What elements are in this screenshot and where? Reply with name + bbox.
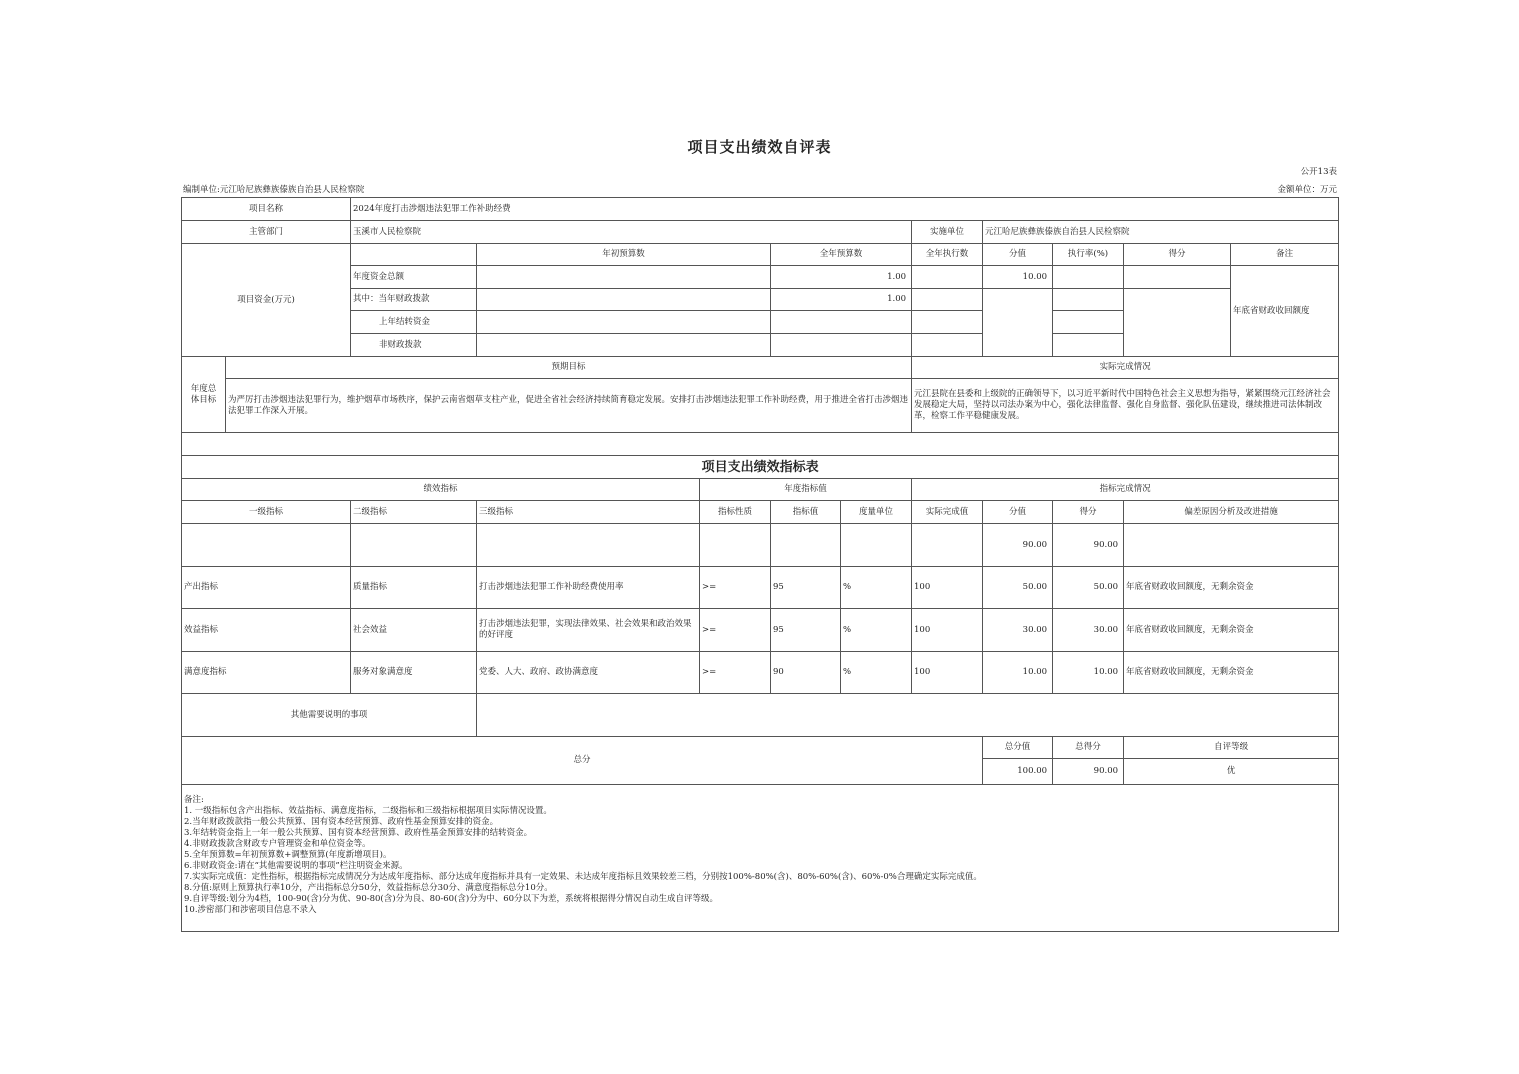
column-header: 一级指标 (182, 501, 351, 524)
funds-full-budget: 1.00 (771, 266, 912, 289)
funds-label: 项目资金(万元) (182, 244, 351, 357)
level3-indicator: 党委、人大、政府、政协满意度 (477, 652, 700, 694)
indicator-unit: % (841, 609, 912, 652)
goal-header-row (182, 357, 1339, 379)
column-header: 得分 (1053, 501, 1124, 524)
funds-header-row (182, 244, 1339, 266)
column-header: 指标值 (771, 501, 841, 524)
group-header: 年度指标值 (700, 479, 912, 501)
indicator-value: 90 (771, 652, 841, 694)
actual-value: 100 (912, 567, 983, 609)
indicator-nature: >= (700, 609, 771, 652)
level2-indicator: 社会效益 (351, 609, 477, 652)
note-line: 10.涉密部门和涉密项目信息不录入 (184, 905, 317, 915)
group-header: 指标完成情况 (912, 479, 1339, 501)
actual-value: 100 (912, 652, 983, 694)
total-got-label: 总得分 (1053, 737, 1124, 759)
funds-row (182, 289, 1339, 311)
page-title: 项目支出绩效自评表 (687, 138, 832, 156)
notes-row (182, 785, 1339, 932)
unit-label: 金额单位：万元 (1277, 185, 1337, 195)
deviation-reason: 年底省财政收回额度，无剩余资金 (1124, 609, 1339, 652)
table-row (182, 609, 1339, 652)
funds-header: 全年执行数 (912, 244, 983, 266)
deviation-reason: 年底省财政收回额度，无剩余资金 (1124, 652, 1339, 694)
indicator-nature: >= (700, 652, 771, 694)
notes-block (182, 785, 1339, 932)
indicator-unit: % (841, 567, 912, 609)
dept-value: 玉溪市人民检察院 (351, 221, 912, 244)
evaluation-table (181, 197, 1339, 932)
indicator-table-title: 项目支出绩效指标表 (182, 456, 1339, 479)
expected-goal-text: 为严厉打击涉烟违法犯罪行为，维护烟草市场秩序，保护云南省烟草支柱产业，促进全省社会经济持续简育稳定发展。安排打击涉烟违法犯罪工作补助经费，用于推进全省打击涉烟违法犯罪工作深入开展。 (226, 379, 912, 433)
indicator-nature: >= (700, 567, 771, 609)
indicator-score: 50.00 (983, 567, 1053, 609)
funds-remark: 年底省财政收回额度 (1231, 266, 1339, 357)
goal-content-row (182, 379, 1339, 433)
note-line: 9.自评等级:划分为4档，100-90(含)分为优、90-80(含)分为良、80-60(含)分为中、60分以下为差，系统将根据得分情况自动生成自评等级。 (184, 894, 719, 904)
total-got: 90.00 (1053, 524, 1124, 567)
indicator-score: 10.00 (983, 652, 1053, 694)
grade-value: 优 (1124, 759, 1339, 785)
impl-value: 元江哈尼族彝族傣族自治县人民检察院 (983, 221, 1339, 244)
indicator-header-row (182, 501, 1339, 524)
total-got-value: 90.00 (1053, 759, 1124, 785)
funds-row-label: 其中：当年财政拨款 (351, 289, 477, 311)
other-notes-label: 其他需要说明的事项 (182, 694, 477, 737)
impl-label: 实施单位 (912, 221, 983, 244)
funds-score: 10.00 (983, 266, 1053, 289)
project-name-label: 项目名称 (182, 198, 351, 221)
indicator-title-row (182, 456, 1339, 479)
total-label: 总分 (182, 737, 983, 785)
indicator-got: 30.00 (1053, 609, 1124, 652)
note-line: 5.全年预算数=年初预算数+调整预算(年度新增项目)。 (184, 850, 392, 860)
note-line: 2.当年财政拨款指一般公共预算、国有资本经营预算、政府性基金预算安排的资金。 (184, 817, 499, 827)
org-label: 编制单位:元江哈尼族彝族傣族自治县人民检察院 (183, 185, 365, 195)
note-line: 3.年结转资金指上一年一般公共预算、国有资本经营预算、政府性基金预算安排的结转资金。 (184, 828, 533, 838)
indicator-value: 95 (771, 609, 841, 652)
column-header: 度量单位 (841, 501, 912, 524)
indicator-got: 50.00 (1053, 567, 1124, 609)
indicator-group-header-row (182, 479, 1339, 501)
note-line: 备注: (184, 795, 204, 805)
funds-header: 执行率(%) (1053, 244, 1124, 266)
indicator-value: 95 (771, 567, 841, 609)
form-number: 公开13表 (1300, 167, 1337, 177)
funds-row-label: 年度资金总额 (351, 266, 477, 289)
actual-completion-label: 实际完成情况 (912, 357, 1339, 379)
indicator-score: 30.00 (983, 609, 1053, 652)
funds-row-label: 非财政拨款 (351, 334, 477, 357)
table-row (182, 652, 1339, 694)
dept-row (182, 221, 1339, 244)
note-line: 4.非财政拨款含财政专户管理资金和单位资金等。 (184, 839, 371, 849)
total-score: 90.00 (983, 524, 1053, 567)
column-header: 分值 (983, 501, 1053, 524)
other-notes-row (182, 694, 1339, 737)
actual-value: 100 (912, 609, 983, 652)
level2-indicator: 服务对象满意度 (351, 652, 477, 694)
level1-indicator: 满意度指标 (182, 652, 351, 694)
expected-goal-label: 预期目标 (226, 357, 912, 379)
note-line: 1. 一级指标包含产出指标、效益指标、满意度指标，二级指标和三级指标根据项目实际情况设置。 (184, 806, 552, 816)
level3-indicator: 打击涉烟违法犯罪，实现法律效果、社会效果和政治效果的好评度 (477, 609, 700, 652)
dept-label: 主管部门 (182, 221, 351, 244)
indicator-total-row (182, 524, 1339, 567)
table-row (182, 567, 1339, 609)
note-line: 6.非财政资金:请在“其他需要说明的事项”栏注明资金来源。 (184, 861, 408, 871)
level1-indicator: 产出指标 (182, 567, 351, 609)
column-header: 偏差原因分析及改进措施 (1124, 501, 1339, 524)
funds-row (182, 266, 1339, 289)
note-line: 7.实实际完成值：定性指标，根据指标完成情况分为达成年度指标、部分达成年度指标并具有一定效果、未达成年度指标且效果较差三档，分别按100%-80%(含)、80%-60%(含)、60%-0%合理确定实际完成值。 (184, 872, 982, 882)
level2-indicator: 质量指标 (351, 567, 477, 609)
deviation-reason: 年底省财政收回额度，无剩余资金 (1124, 567, 1339, 609)
project-name: 2024年度打击涉烟违法犯罪工作补助经费 (351, 198, 1339, 221)
group-header: 绩效指标 (182, 479, 700, 501)
actual-completion-text: 元江县院在县委和上级院的正确领导下，以习近平新时代中国特色社会主义思想为指导，紧紧围绕元江经济社会发展稳定大局，坚持以司法办案为中心，强化法律监督、强化自身监督、强化队伍建设，继续推进司法体制改革，检察工作平稳健康发展。 (912, 379, 1339, 433)
funds-header: 备注 (1231, 244, 1339, 266)
funds-header: 得分 (1124, 244, 1231, 266)
project-name-row (182, 198, 1339, 221)
column-header: 实际完成值 (912, 501, 983, 524)
column-header: 指标性质 (700, 501, 771, 524)
indicator-got: 10.00 (1053, 652, 1124, 694)
column-header: 三级指标 (477, 501, 700, 524)
indicator-unit: % (841, 652, 912, 694)
goal-label: 年度总体目标 (182, 357, 226, 433)
funds-header: 分值 (983, 244, 1053, 266)
grade-label: 自评等级 (1124, 737, 1339, 759)
funds-header: 全年预算数 (771, 244, 912, 266)
summary-header-row (182, 737, 1339, 759)
level3-indicator: 打击涉烟违法犯罪工作补助经费使用率 (477, 567, 700, 609)
funds-full-budget: 1.00 (771, 289, 912, 311)
level1-indicator: 效益指标 (182, 609, 351, 652)
funds-row-label: 上年结转资金 (351, 311, 477, 334)
total-value-label: 总分值 (983, 737, 1053, 759)
funds-header: 年初预算数 (477, 244, 771, 266)
total-value: 100.00 (983, 759, 1053, 785)
note-line: 8.分值:原则上预算执行率10分，产出指标总分50分，效益指标总分30分、满意度指标总分10分。 (184, 883, 553, 893)
column-header: 二级指标 (351, 501, 477, 524)
